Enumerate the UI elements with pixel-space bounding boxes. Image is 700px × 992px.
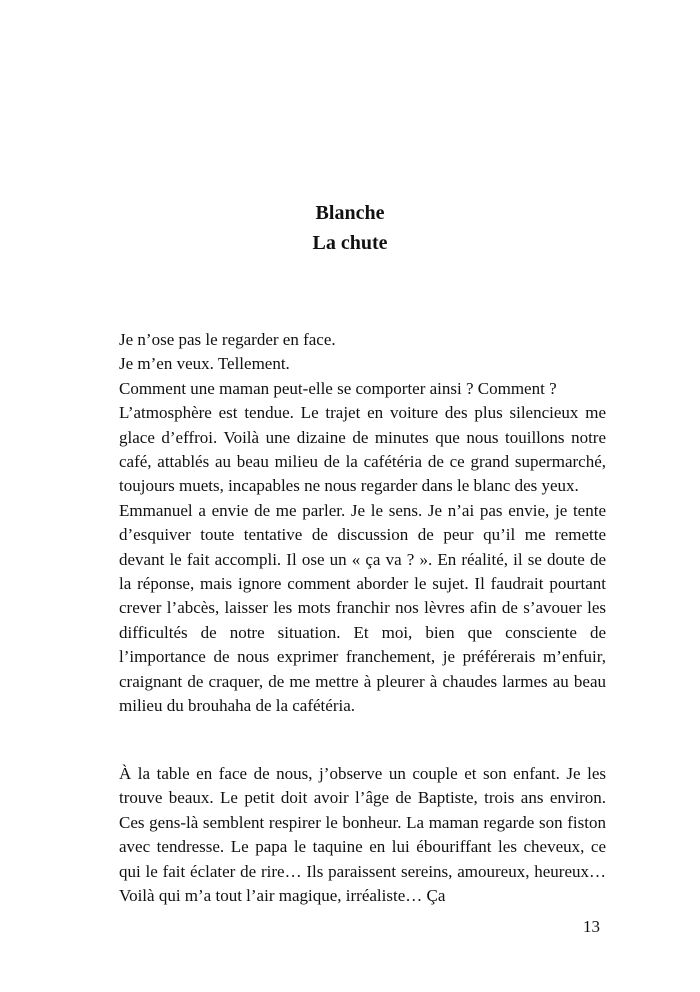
- body-section-1: [119, 328, 606, 719]
- chapter-subtitle: La chute: [312, 232, 388, 254]
- paragraph: L’atmosphère est tendue. Le trajet en voiture des plus silencieux me glace d’effroi. Voilà une dizaine de minutes que nous touillons notre café, attablés au beau milieu de la cafétéria de ce grand supermarché, toujours muets, incapables ne nous regarder dans le blanc des yeux.: [119, 403, 606, 496]
- chapter-title: Blanche: [315, 202, 385, 224]
- paragraph: Comment une maman peut-elle se comporter ainsi ? Comment ?: [119, 378, 557, 398]
- paragraph: Emmanuel a envie de me parler. Je le sens. Je n’ai pas envie, je tente d’esquiver toute tentative de discussion de peur qu’il me remette devant le fait accompli. Il ose un « ça va ? ». En réalité, il se doute de la réponse, mais ignore comment aborder le sujet. Il faudrait pourtant crever l’abcès, laisser les mots franchir nos lèvres afin de s’avouer les difficultés de notre situation. Et moi, bien que consciente de l’importance de nous exprimer franchement, je préférerais m’enfuir, craignant de craquer, de me mettre à pleurer à chaudes larmes au beau milieu du brouhaha de la cafétéria.: [119, 500, 606, 716]
- body-section-2: [119, 762, 606, 908]
- page-number: 13: [583, 917, 600, 936]
- paragraph: Je m’en veux. Tellement.: [119, 354, 290, 374]
- paragraph: Je n’ose pas le regarder en face.: [119, 330, 336, 349]
- paragraph: À la table en face de nous, j’observe un couple et son enfant. Je les trouve beaux. Le petit doit avoir l’âge de Baptiste, trois ans environ. Ces gens-là semblent respirer le bonheur. La maman regarde son fiston avec tendresse. Le papa le taquine en lui ébouriffant les cheveux, ce qui le fait éclater de rire… Ils paraissent sereins, amoureux, heureux… Voilà qui m’a tout l’air magique, irréaliste… Ça: [119, 764, 606, 906]
